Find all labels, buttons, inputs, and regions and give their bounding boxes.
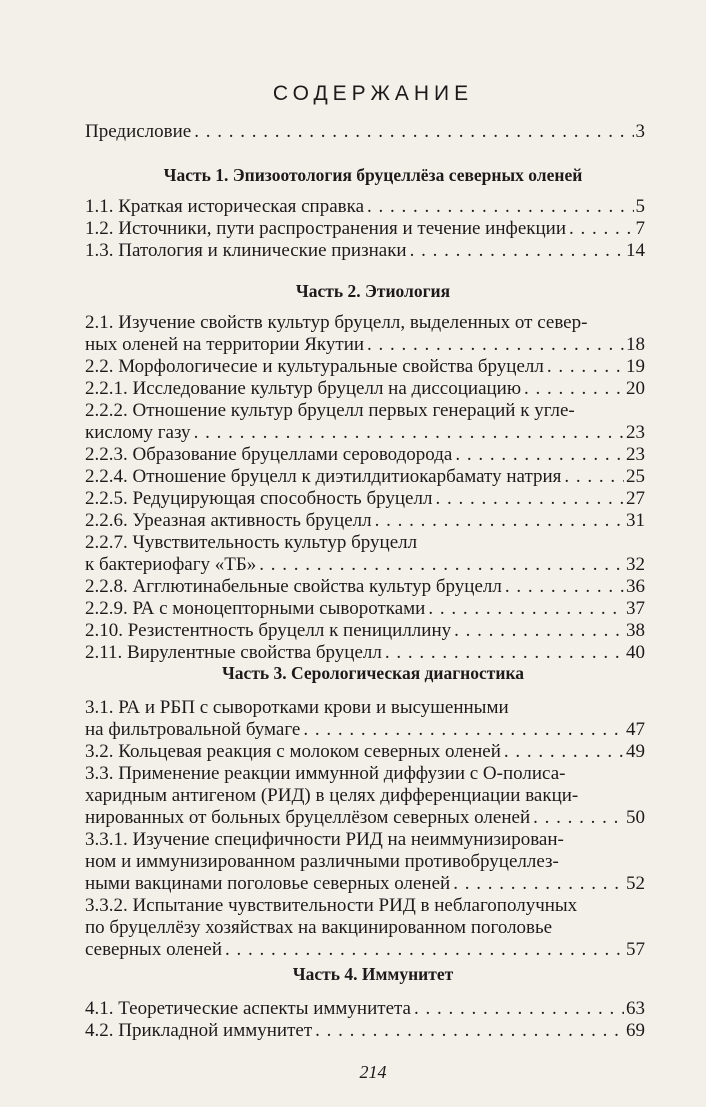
part2-heading: Часть 2. Этиология — [295, 281, 451, 301]
entry-text: ных оленей на территории Якутии — [85, 334, 365, 355]
entry-page: 18 — [626, 334, 645, 355]
entry-text: 3.2. Кольцевая реакция с молоком северных оленей — [85, 741, 501, 762]
entry-text: Предисловие — [85, 121, 192, 142]
entry-page: 49 — [626, 741, 645, 762]
entry-text: 1.1. Краткая историческая справка — [85, 196, 364, 217]
entry-text: 2.2.3. Образование бруцеллами сероводорода — [85, 444, 453, 465]
entry-text: северных оленей — [85, 939, 223, 960]
leader-dots — [504, 741, 624, 763]
entry-page: 52 — [626, 873, 645, 894]
leader-dots — [524, 378, 624, 400]
entry-page: 50 — [626, 807, 645, 828]
toc-title: СОДЕРЖАНИЕ — [272, 82, 474, 105]
entry-text: к бактериофагу «ТБ» — [85, 554, 257, 575]
leader-dots — [414, 998, 624, 1020]
entry-page: 32 — [626, 554, 645, 575]
entry-text: 3.3.2. Испытание чувствительности РИД в неблагополучных — [85, 895, 578, 916]
entry-page: 63 — [626, 998, 645, 1019]
entry-text: ном и иммунизированном различными противобруцеллез- — [85, 851, 559, 872]
entry-text: нированных от больных бруцеллёзом северных оленей — [85, 807, 531, 828]
leader-dots — [410, 240, 624, 262]
entry-page: 20 — [626, 378, 645, 399]
entry-page: 27 — [626, 488, 645, 509]
entry-text: на фильтровальной бумаге — [85, 719, 301, 740]
preface-entry — [85, 121, 645, 143]
entry-text: кислому газу — [85, 422, 191, 443]
entry-text: 2.2.2. Отношение культур бруцелл первых генераций к угле- — [85, 400, 575, 421]
entry-text: 1.2. Источники, пути распространения и течение инфекции — [85, 218, 566, 239]
entry-text: 4.2. Прикладной иммунитет — [85, 1020, 313, 1041]
entry-page: 23 — [626, 422, 645, 443]
entry-page: 37 — [626, 598, 645, 619]
entry-text: ными вакцинами поголовье северных оленей — [85, 873, 451, 894]
leader-dots — [315, 1020, 624, 1042]
entry-text: 2.2.8. Агглютинабельные свойства культур бруцелл — [85, 576, 502, 597]
leader-dots — [564, 466, 624, 488]
leader-dots — [455, 444, 624, 466]
leader-dots — [303, 719, 624, 741]
entry-page: 25 — [626, 466, 645, 487]
entry-text: 2.2.5. Редуцирующая способность бруцелл — [85, 488, 433, 509]
entry-text: 2.2.6. Уреазная активность бруцелл — [85, 510, 372, 531]
entry-text: 4.1. Теоретические аспекты иммунитета — [85, 998, 411, 1019]
part1-heading: Часть 1. Эпизоотология бруцеллёза северных оленей — [163, 165, 583, 185]
entry-text: 2.2. Морфологичесие и культуральные свойства бруцелл — [85, 356, 544, 377]
leader-dots — [225, 939, 624, 961]
leader-dots — [367, 334, 624, 356]
entry-page: 23 — [626, 444, 645, 465]
leader-dots — [194, 121, 633, 143]
leader-dots — [547, 356, 624, 378]
entry-page: 14 — [626, 240, 645, 261]
entry-page: 7 — [635, 218, 645, 239]
entry-text: 2.11. Вирулентные свойства бруцелл — [85, 642, 382, 663]
leader-dots — [428, 598, 624, 620]
leader-dots — [385, 642, 624, 664]
entry-page: 38 — [626, 620, 645, 641]
leader-dots — [505, 576, 624, 598]
entry-page: 47 — [626, 719, 645, 740]
leader-dots — [194, 422, 624, 444]
entry-page: 57 — [626, 939, 645, 960]
entry-text: 1.3. Патология и клинические признаки — [85, 240, 407, 261]
entry-text: 3.3. Применение реакции иммунной диффузии с О-полиса- — [85, 763, 566, 784]
entry-page: 19 — [626, 356, 645, 377]
entry-text: 2.2.7. Чувствительность культур бруцелл — [85, 532, 418, 553]
entry-page: 31 — [626, 510, 645, 531]
entry-text: 2.2.1. Исследование культур бруцелл на диссоциацию — [85, 378, 522, 399]
entry-page: 36 — [626, 576, 645, 597]
part2-list — [85, 312, 645, 664]
part1-list — [85, 196, 645, 262]
leader-dots — [367, 196, 634, 218]
part3-list — [85, 697, 645, 961]
leader-dots — [454, 620, 624, 642]
leader-dots — [533, 807, 624, 829]
page-number: 214 — [359, 1062, 387, 1082]
leader-dots — [569, 218, 634, 240]
entry-text: 2.2.4. Отношение бруцелл к диэтилдитиокарбамату натрия — [85, 466, 562, 487]
entry-text: 2.10. Резистентность бруцелл к пенициллину — [85, 620, 452, 641]
leader-dots — [453, 873, 624, 895]
leader-dots — [375, 510, 624, 532]
entry-page: 3 — [635, 121, 645, 142]
leader-dots — [259, 554, 624, 576]
part4-list — [85, 998, 645, 1042]
part4-heading: Часть 4. Иммунитет — [292, 964, 454, 984]
entry-text: харидным антигеном (РИД) в целях дифференциации вакци- — [85, 785, 579, 806]
leader-dots — [435, 488, 624, 510]
entry-text: 3.3.1. Изучение специфичности РИД на неиммунизирован- — [85, 829, 564, 850]
entry-text: 2.2.9. РА с моноцепторными сыворотками — [85, 598, 426, 619]
entry-text: по бруцеллёзу хозяйствах на вакцинированном поголовье — [85, 917, 553, 938]
entry-page: 40 — [626, 642, 645, 663]
entry-text: 2.1. Изучение свойств культур бруцелл, выделенных от север- — [85, 312, 588, 333]
part3-heading: Часть 3. Серологическая диагностика — [221, 663, 525, 683]
entry-text: 3.1. РА и РБП с сыворотками крови и высушенными — [85, 697, 509, 718]
entry-page: 5 — [635, 196, 645, 217]
entry-page: 69 — [626, 1020, 645, 1041]
